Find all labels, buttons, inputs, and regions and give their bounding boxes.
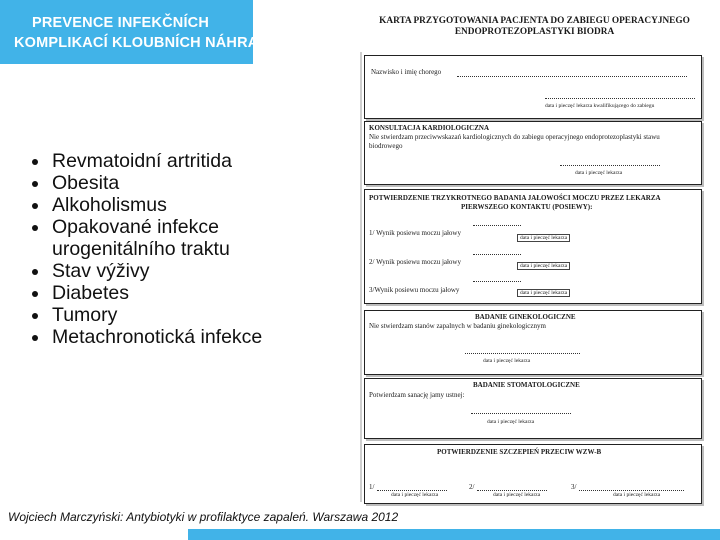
- dental-text: Potwierdzam sanację jamy ustnej:: [369, 391, 465, 399]
- vaccination-caption-1: data i pieczęć lekarza: [391, 492, 439, 498]
- gynecology-signature-caption: data i pieczęć lekarza: [483, 358, 531, 364]
- dental-signature-caption: data i pieczęć lekarza: [487, 419, 535, 425]
- patient-signature-line: [545, 98, 695, 99]
- dental-heading: BADANIE STOMATOLOGICZNE: [473, 381, 580, 389]
- list-item: • Opakované infekce urogenitálního traktu: [50, 216, 262, 260]
- gynecology-section: [364, 310, 702, 375]
- dental-signature-line: [471, 413, 571, 414]
- urine-heading-line-1: POTWIERDZENIE TRZYKROTNEGO BADANIA JAŁOWOŚCI MOCZU PRZEZ LEKARZA: [369, 194, 661, 202]
- title-line-2: KOMPLIKACÍ KLOUBNÍCH NÁHRAD: [14, 35, 270, 51]
- patient-section: [364, 55, 702, 119]
- cardiology-heading: KONSULTACJA KARDIOLOGICZNA: [369, 124, 489, 132]
- gynecology-heading: BADANIE GINEKOLOGICZNE: [475, 313, 576, 321]
- patient-name-line: [457, 76, 687, 77]
- urine-result-3-line: [473, 281, 521, 282]
- cardiology-text-line-1: Nie stwierdzam przeciwwskazań kardiologicznych do zabiegu operacyjnego endoprotezoplastyki stawu: [369, 133, 660, 141]
- urine-result-2-line: [473, 254, 521, 255]
- list-item: • Diabetes: [50, 282, 380, 304]
- cardiology-text-line-2: biodrowego: [369, 142, 403, 150]
- vaccination-label-2: 2/: [469, 483, 475, 491]
- title-banner: [0, 0, 270, 64]
- vaccination-caption-3: data i pieczęć lekarza: [613, 492, 661, 498]
- list-item: • Stav výživy: [50, 260, 380, 282]
- cardiology-signature-caption: data i pieczęć lekarza: [575, 170, 623, 176]
- risk-factor-list: [24, 150, 380, 348]
- patient-name-label: Nazwisko i imię chorego: [371, 68, 442, 76]
- urine-result-1-stamp: data i pieczęć lekarza: [517, 234, 570, 242]
- patient-signature-caption: data i pieczęć lekarza kwalifikującego do zabiegu: [545, 103, 655, 109]
- list-item: • Alkoholismus: [50, 194, 380, 216]
- gynecology-signature-line: [465, 353, 580, 354]
- vaccination-label-1: 1/: [369, 483, 375, 491]
- urine-result-2: 2/ Wynik posiewu moczu jałowy: [369, 258, 461, 266]
- citation: Wojciech Marczyński: Antybiotyki w profilaktyce zapaleń. Warszawa 2012: [8, 510, 399, 524]
- title-line-1: PREVENCE INFEKČNÍCH: [32, 15, 210, 31]
- urine-result-3-stamp: data i pieczęć lekarza: [517, 289, 570, 297]
- vaccination-line-1: [377, 490, 447, 491]
- gynecology-text: Nie stwierdzam stanów zapalnych w badaniu ginekologicznym: [369, 322, 546, 330]
- vaccination-section: [364, 444, 702, 504]
- vaccination-label-3: 3/: [571, 483, 577, 491]
- vaccination-caption-2: data i pieczęć lekarza: [493, 492, 541, 498]
- preparation-card-scan: [362, 12, 707, 504]
- urine-test-section: [364, 189, 702, 304]
- vaccination-line-2: [477, 490, 547, 491]
- urine-result-1-line: [473, 225, 521, 226]
- cardiology-signature-line: [560, 165, 660, 166]
- list-item: • Metachronotická infekce: [50, 326, 380, 348]
- card-title-line-2: ENDOPROTEZOPLASTYKI BIODRA: [454, 27, 615, 37]
- scan-edge: [360, 52, 362, 502]
- card-title-line-1: KARTA PRZYGOTOWANIA PACJENTA DO ZABIEGU OPERACYJNEGO: [379, 16, 690, 26]
- bottom-accent-bar: [188, 529, 720, 540]
- list-item: • Tumory: [50, 304, 380, 326]
- urine-heading-line-2: PIERWSZEGO KONTAKTU (POSIEWY):: [461, 203, 593, 211]
- dental-section: [364, 378, 702, 439]
- vaccination-line-3: [579, 490, 684, 491]
- urine-result-3: 3/Wynik posiewu moczu jałowy: [369, 286, 460, 294]
- card-title: [362, 16, 707, 38]
- vaccination-heading: POTWIERDZENIE SZCZEPIEŃ PRZECIW WZW-B: [437, 448, 602, 456]
- urine-result-2-stamp: data i pieczęć lekarza: [517, 262, 570, 270]
- urine-result-1: 1/ Wynik posiewu moczu jałowy: [369, 229, 461, 237]
- list-item: • Revmatoidní artritida: [50, 150, 380, 172]
- cardiology-section: [364, 121, 702, 185]
- list-item: • Obesita: [50, 172, 380, 194]
